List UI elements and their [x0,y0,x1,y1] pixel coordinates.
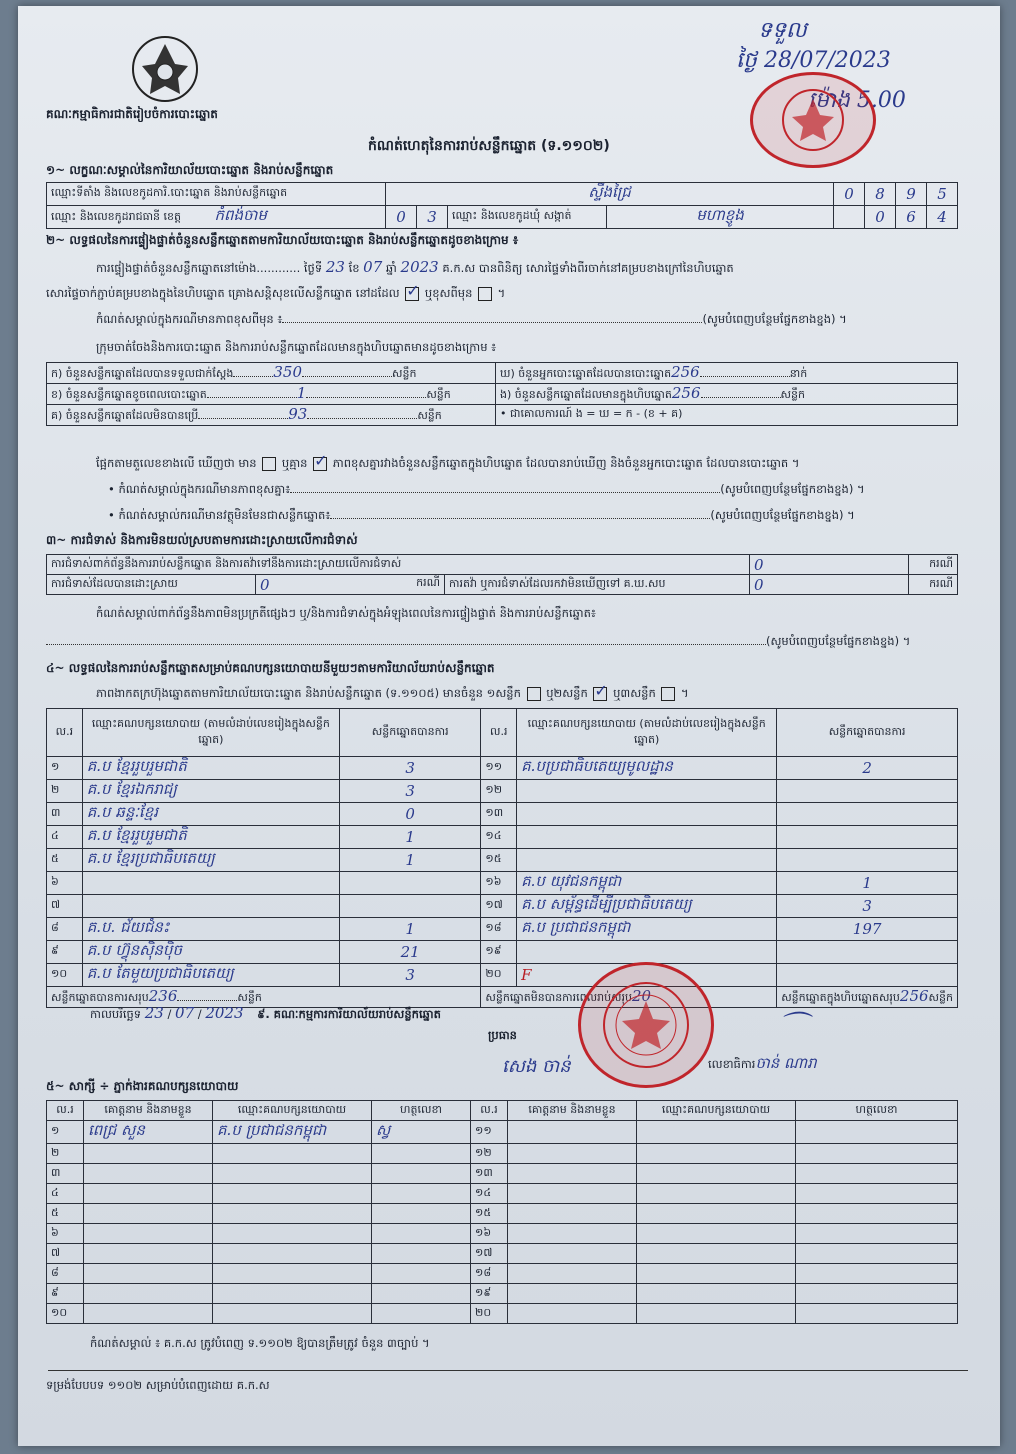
different-checkbox[interactable] [478,287,492,301]
party-row: គ.ប. ជ័យជំនះ [82,918,339,941]
footnote: កំណត់សម្គាល់ ៖ គ.ក.ស ត្រូវបំពេញ ទ.១១០២ ឱ្យបានត្រឹមត្រូវ ចំនួន ៣ច្បាប់ ។ [90,1336,430,1350]
formula: • ជាគោលការណ៍ ង = ឃ = ក - (ខ + គ) [496,405,958,426]
forwarded-count: 0 [750,575,909,595]
party-row: គ.ប ឆន្ទៈខ្មែរ [82,803,339,826]
section5-heading: ៥~ សាក្សី ÷ ភ្នាក់ងារគណបក្សនយោបាយ [46,1079,239,1093]
party-row: គ.ប ខ្មែររួបរួមជាតិ [82,757,339,780]
witness-name: ពេជ្រ សួន [84,1121,213,1144]
commune-code-1: 0 [865,206,896,229]
location-value: ស្ទឹងជ្រៃ [386,183,834,206]
party-row: គ.ប យុវជនកម្ពុជា [517,872,777,895]
verify-year: 2023 [400,258,439,276]
verification-line1: ការផ្ទៀងផ្ទាត់ចំនួនសន្លឹកឆ្នោតនៅម៉ោង............ ថ្ងៃទី 23 ខែ 07 ឆ្នាំ 2023 គ.ក.ស បានពិនិត្យ សោរផ្ទៃទាំងពីរចាក់នៅគម្របខាងក្រៅនៃហិបឆ្នោត [96,258,734,276]
count-date: កាលបរិច្ឆេទ 23 / 07 / 2023 ៩. គណៈកម្មការការិយាល័យរាប់សន្លឹកឆ្នោត [90,1004,441,1022]
total-invalid: សន្លឹកឆ្នោតមិនបានការពេលរាប់សរុប20 [481,987,777,1008]
province-code-1: 0 [386,206,417,229]
discrepancy-no-checkbox[interactable] [313,457,327,471]
total-valid: សន្លឹកឆ្នោតបានការសរុប236 សន្លឹក [47,987,481,1008]
section1-heading: ១~ លក្ខណៈសម្គាល់នៃការិយាល័យបោះឆ្នោត និងរាប់សន្លឹកឆ្នោត [46,163,334,177]
secretary-label: លេខាធិការចាន់ ណារា [708,1054,817,1072]
location-code-2: 8 [865,183,896,206]
table-intro: ក្រុមចាត់ចែងនិងការបោះឆ្នោត និងការរាប់សន្លឹកឆ្នោតដែលមានក្នុងហិបឆ្នោតមានដូចខាងក្រោម ៖ [96,340,497,354]
party-row: គ.ប ប្រជាជនកម្ពុជា [517,918,777,941]
province-label: ឈ្មោះ និងលេខកូដរាជធានី ខេត្ត កំពង់ចាម [47,206,386,229]
sheets-3-checkbox[interactable] [661,687,675,701]
objection-table: ការជំទាស់ពាក់ព័ន្ធនឹងការរាប់សន្លឹកឆ្នោត និងការតវ៉ាទៅនឹងការដោះស្រាយលើការជំទាស់ 0 ករណី ការជំទាស់ដែលបានដោះស្រាយ 0 ករណី ការតវ៉ា ឬការជំទាស់ដែលរកវាមិនឃើញទៅ គ.ឃ.សប 0 ករណី [46,554,958,595]
witness-signature: ស្វ [372,1121,471,1144]
objection-count: 0 [750,555,909,575]
bullet-note-1: • កំណត់សម្គាល់ក្នុងករណីមានភាពខុសគ្នា៖ (សូមបំពេញបន្ថែមផ្នែកខាងខ្នង) ។ [108,482,865,496]
objection-label: ការជំទាស់ពាក់ព័ន្ធនឹងការរាប់សន្លឹកឆ្នោត និងការតវ៉ាទៅនឹងការដោះស្រាយលើការជំទាស់ [47,555,750,575]
ballots-received: 350 [273,363,302,381]
irregularity-note: កំណត់សម្គាល់ពាក់ព័ន្ធនឹងភាពមិនប្រក្រតីផ្សេងៗ ឬ/និងការជំទាស់ក្នុងអំឡុងពេលនៃការផ្ទៀងផ្ទាត់ និងការរាប់សន្លឹកឆ្នោត៖ [96,606,596,620]
official-stamp-top [750,72,876,168]
witness-party: គ.ប ប្រជាជនកម្ពុជា [213,1121,372,1144]
received-date: ថ្ងៃ 28/07/2023 [736,48,891,73]
party-row: គ.ប ខ្មែរឯករាជ្យ [82,780,339,803]
section1-table [46,182,958,229]
received-time: ម៉ោង 5.00 [808,88,906,113]
received-note: ទទួល [758,18,807,43]
commune-label: ឈ្មោះ និងលេខកូដឃុំ សង្កាត់ [448,206,607,229]
sheets-2-checkbox[interactable] [593,687,607,701]
same-checkbox[interactable] [405,287,419,301]
form-title: កំណត់ហេតុនៃការរាប់សន្លឹកឆ្នោត (ទ.១១០២) [368,138,610,154]
voters-voted: 256 [671,363,700,381]
forwarded-label: ការតវ៉ា ឬការជំទាស់ដែលរកវាមិនឃើញទៅ គ.ឃ.សប [445,575,750,595]
discrepancy-line: ផ្អែកតាមតួលេខខាងលើ ឃើញថា មាន ឬគ្មាន ✓ ភាពខុសគ្នារវាងចំនួនសន្លឹកឆ្នោតក្នុងហិបឆ្នោត ដែលបានរាប់ឃើញ និងចំនួនអ្នកបោះឆ្នោត ដែលបានបោះឆ្នោត ។ [96,456,799,473]
verify-month: 07 [363,258,383,276]
location-label: ឈ្មោះទីតាំង និងលេខកូដការិ.បោះឆ្នោត និងរាប់សន្លឹកឆ្នោត [47,183,386,206]
section2-heading: ២~ លទ្ធផលនៃការផ្ទៀងផ្ទាត់ចំនួនសន្លឹកឆ្នោតតាមការិយាល័យបោះឆ្នោត និងរាប់សន្លឹកឆ្នោតដូចខាងក្រោម ៖ [46,233,519,247]
bullet-note-2: • កំណត់សម្គាល់ករណីមានវត្ថុមិនមែនជាសន្លឹកឆ្នោត៖ (សូមបំពេញបន្ថែមផ្នែកខាងខ្នង) ។ [108,508,855,522]
resolved-label: ការជំទាស់ដែលបានដោះស្រាយ [47,575,256,595]
commune-value: មហាខ្ញូង [607,206,834,229]
resolved-count: 0 [260,575,270,594]
chair-label: ប្រធាន [488,1028,517,1042]
nec-emblem-icon [130,34,200,104]
section4-intro: ភាពងាកតក្រហ៊ុងឆ្នោតតាមការិយាល័យបោះឆ្នោត និងរាប់សន្លឹកឆ្នោត (ទ.១១០៥) មានចំនួន ១សន្លឹក ឬ២សន្លឹក ✓ ឬ៣សន្លឹក ។ [96,686,689,703]
ballots-unused: 93 [288,405,308,423]
sheets-1-checkbox[interactable] [527,687,541,701]
form-footer: ទម្រង់បែបបទ ១១០២ សម្រាប់បំពេញដោយ គ.ក.ស [46,1378,270,1392]
section3-heading: ៣~ ការជំទាស់ និងការមិនយល់ស្របតាមការដោះស្រាយលើការជំទាស់ [46,533,358,547]
party-row: គ.ប សម្ព័ន្ធដើម្បីប្រជាធិបតេយ្យ [517,895,777,918]
party-row: គ.ប ខ្មែរប្រជាធិបតេយ្យ [82,849,339,872]
province-code-2: 3 [417,206,448,229]
document-page [18,6,1000,1446]
secretary-signature: ចាន់ ណារា [755,1054,817,1072]
org-name: គណៈកម្មាធិការជាតិរៀបចំការបោះឆ្នោត [46,107,218,121]
commune-code-2: 6 [896,206,927,229]
party-results-table: ល.រ ឈ្មោះគណបក្សនយោបាយ (តាមលំដាប់លេខរៀងក្នុងសន្លឹកឆ្នោត) សន្លឹកឆ្នោតបានការ ល.រ ឈ្មោះគណបក្សនយោបាយ (តាមលំដាប់លេខរៀងក្នុងសន្លឹកឆ្នោត) សន្លឹកឆ្នោតបានការ ១ គ.ប ខ្មែររួបរួមជាតិ 3 ១១ គ.បប្រជាធិបតេយ្យមូលដ្ឋាន 2 ២ គ.ប ខ្មែរឯករាជ្យ 3 ១២ ៣ គ.ប ឆន្ទៈខ្មែរ 0 ១៣ ៤ គ.ប ខ្មែររួបរួមជាតិ 1 ១៤ ៥ គ.ប ខ្មែរប្រជាធិបតេយ្យ 1 ១៥ ៦ ១៦ គ.ប យុវជនកម្ពុជា 1 ៧ ១៧ គ.ប សម្ព័ន្ធដើម្បីប្រជាធិបតេយ្យ 3 ៨ គ.ប. ជ័យជំនះ 1 ១៨ គ.ប ប្រជាជនកម្ពុជា 197 ៩ គ.ប ហ៊្វុនស៊ិនប៉ិច 21 ១៩ ១០ គ.ប តែមួយប្រជាធិបតេយ្យ 3 ២០ F សន្លឹកឆ្នោតបានការសរុប236 សន្លឹក សន្លឹកឆ្នោតមិនបានការពេលរាប់សរុប20 សន្លឹកឆ្នោតក្នុងហិបឆ្នោតសរុប256សន្លឹក [46,708,958,1008]
secretary-signature-mark: ⌒ [778,1010,808,1045]
location-code-4: 5 [927,183,958,206]
ballots-in-box: 256 [671,384,701,402]
ballot-count-table: ក) ចំនួនសន្លឹកឆ្នោតដែលបានទទួលជាក់ស្តែង 350 សន្លឹក ឃ) ចំនួនអ្នកបោះឆ្នោតដែលបានបោះឆ្នោត256 នាក់ ខ) ចំនួនសន្លឹកឆ្នោតខូចពេលបោះឆ្នោត 1 សន្លឹក ង) ចំនួនសន្លឹកឆ្នោតដែលមានក្នុងហិបឆ្នោត256 សន្លឹក គ) ចំនួនសន្លឹកឆ្នោតដែលមិនបានប្រើ 93 សន្លឹក • ជាគោលការណ៍ ង = ឃ = ក - (ខ + គ) [46,362,958,426]
party-row: គ.ប ខ្មែររួបរួមជាតិ [82,826,339,849]
verification-line2: សោរផ្ទៃចាក់ភ្ជាប់គម្របខាងក្នុងនៃហិបឆ្នោត គ្រោងសន្តិសុខលើសន្លឹកឆ្នោត នៅដដែល ✓ ឬខុសពីមុន ។ [46,286,505,303]
province-value: កំពង់ចាម [214,206,267,224]
chair-signature: សេង ចាន់ [502,1056,571,1077]
commune-code-3: 4 [927,206,958,229]
location-code-3: 9 [896,183,927,206]
ballots-spoiled: 1 [296,384,307,402]
resolved-cell: 0 ករណី [256,575,445,595]
section4-heading: ៤~ លទ្ធផលនៃការរាប់សន្លឹកឆ្នោតសម្រាប់គណបក្សនយោបាយនីមួយៗតាមការិយាល័យរាប់សន្លឹកឆ្នោត [46,661,495,675]
irregularity-fill: (សូមបំពេញបន្ថែមផ្នែកខាងខ្នង) ។ [46,634,910,651]
discrepancy-yes-checkbox[interactable] [262,457,276,471]
party-row: គ.ប តែមួយប្រជាធិបតេយ្យ [82,964,339,987]
total-in-box: សន្លឹកឆ្នោតក្នុងហិបឆ្នោតសរុប256សន្លឹក [777,987,958,1008]
verify-day: 23 [325,258,345,276]
difference-note: កំណត់សម្គាល់ក្នុងករណីមានភាពខុសពីមុន ៖ (សូមបំពេញបន្ថែមផ្នែកខាងខ្នង) ។ [96,312,847,326]
location-code-1: 0 [834,183,865,206]
party-row: គ.ប ហ៊្វុនស៊ិនប៉ិច [82,941,339,964]
witness-table: ល.រ គោត្តនាម និងនាមខ្លួន ឈ្មោះគណបក្សនយោបាយ ហត្ថលេខា ល.រ គោត្តនាម និងនាមខ្លួន ឈ្មោះគណបក្សនយោបាយ ហត្ថលេខា ១ ពេជ្រ សួន គ.ប ប្រជាជនកម្ពុជា ស្វ ១១ ២ ១២ ៣ ១៣ ៤ ១៤ ៥ ១៥ ៦ ១៦ ៧ ១៧ ៨ ១៨ ៩ ១៩ ១០ ២០ [46,1100,958,1324]
official-stamp-middle [578,962,714,1088]
party-row: គ.បប្រជាធិបតេយ្យមូលដ្ឋាន [517,757,777,780]
